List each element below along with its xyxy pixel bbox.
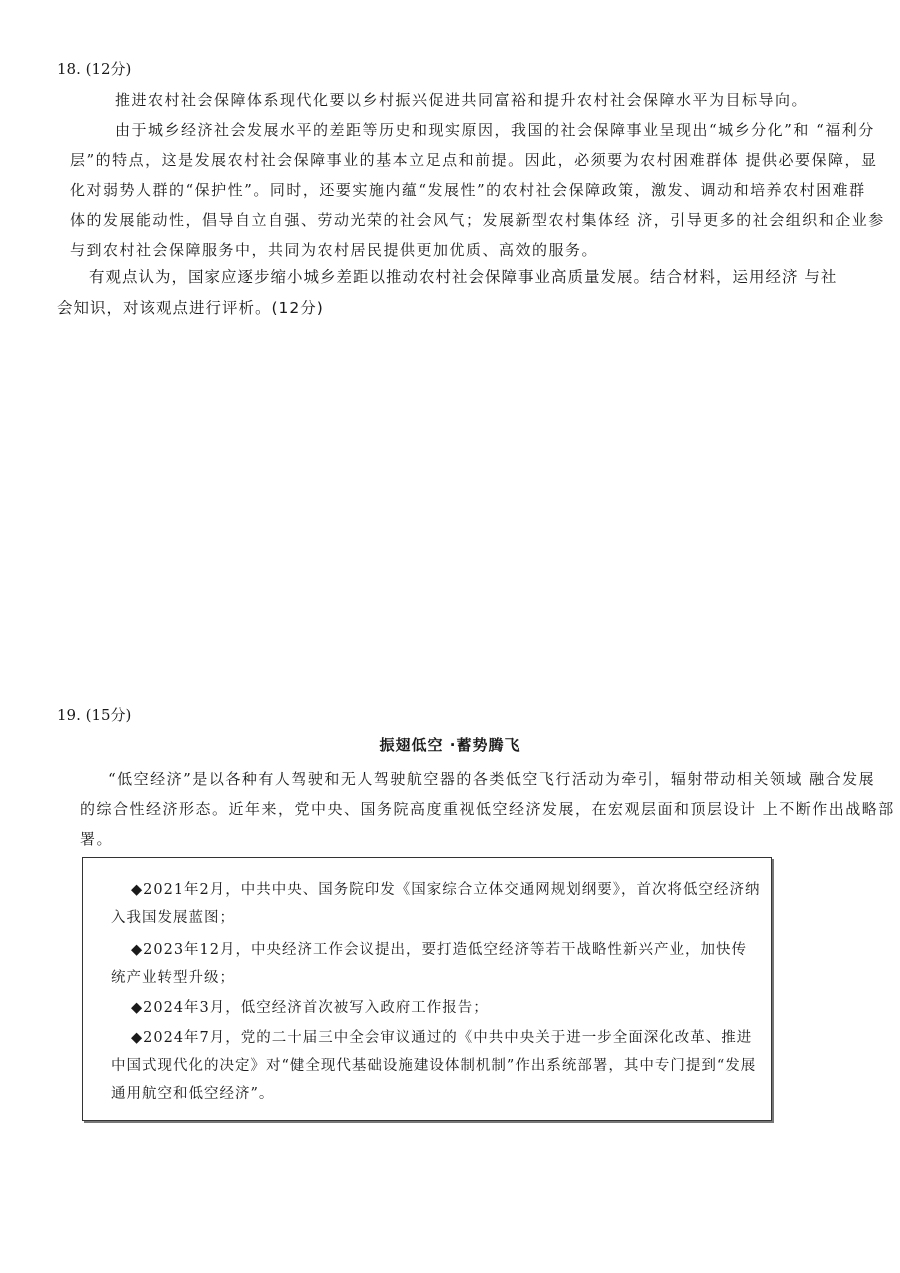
timeline-item: ◆2024年7月，党的二十届三中全会审议通过的《中共中央关于进一步全面深化改革、推进 中国式现代化的决定》对“健全现代基础设施建设体制机制”作出系统部署，其中专门提到“发展 通用航空和低空经济”。 <box>111 1030 757 1102</box>
question-18-prompt <box>57 262 847 324</box>
material-line: 与到农村社会保障服务中，共同为农村居民提供更加优质、高效的服务。 <box>70 241 599 259</box>
timeline-item: ◆2024年3月，低空经济首次被写入政府工作报告； <box>131 1000 489 1016</box>
question-19-intro <box>80 764 895 854</box>
material-line: 化对弱势人群的“保护性”。同时，还要实施内蕴“发展性”的农村社会保障政策，激发、调动和培养农村困难群 <box>70 181 866 199</box>
timeline-item: ◆2023年12月，中央经济工作会议提出，要打造低空经济等若干战略性新兴产业，加快传 统产业转型升级； <box>111 942 747 986</box>
timeline-item: ◆2021年2月，中共中央、国务院印发《国家综合立体交通网规划纲要》，首次将低空经济纳 入我国发展蓝图； <box>111 882 761 926</box>
policy-timeline-box <box>82 857 772 1121</box>
intro-line: “低空经济”是以各种有人驾驶和无人驾驶航空器的各类低空飞行活动为牵引，辐射带动相关领域 融合发展 <box>108 770 876 788</box>
material-line: 体的发展能动性，倡导自立自强、劳动光荣的社会风气；发展新型农村集体经 济，引导更多的社会组织和企业参 <box>70 211 885 229</box>
material-title: 振翅低空 ·蓄势腾飞 <box>379 736 521 754</box>
question-19-number: 19. (15分) <box>57 706 132 724</box>
material-line: 推进农村社会保障体系现代化要以乡村振兴促进共同富裕和提升农村社会保障水平为目标导向。 <box>115 91 809 109</box>
material-line: 由于城乡经济社会发展水平的差距等历史和现实原因，我国的社会保障事业呈现出“城乡分化”和 “福利分 <box>115 121 875 139</box>
question-18-material <box>70 85 885 265</box>
prompt-line: 会知识，对该观点进行评析。(12分) <box>57 299 324 317</box>
material-line: 层”的特点，这是发展农村社会保障事业的基本立足点和前提。因此，必须要为农村困难群体 提供必要保障，显 <box>70 151 878 169</box>
intro-line: 的综合性经济形态。近年来，党中央、国务院高度重视低空经济发展，在宏观层面和顶层设计 上不断作出战略部 <box>80 800 895 818</box>
intro-line: 署。 <box>80 830 114 848</box>
question-18-number: 18. (12分) <box>57 60 132 78</box>
prompt-line: 有观点认为，国家应逐步缩小城乡差距以推动农村社会保障事业高质量发展。结合材料，运用经济 与社 <box>89 268 838 286</box>
